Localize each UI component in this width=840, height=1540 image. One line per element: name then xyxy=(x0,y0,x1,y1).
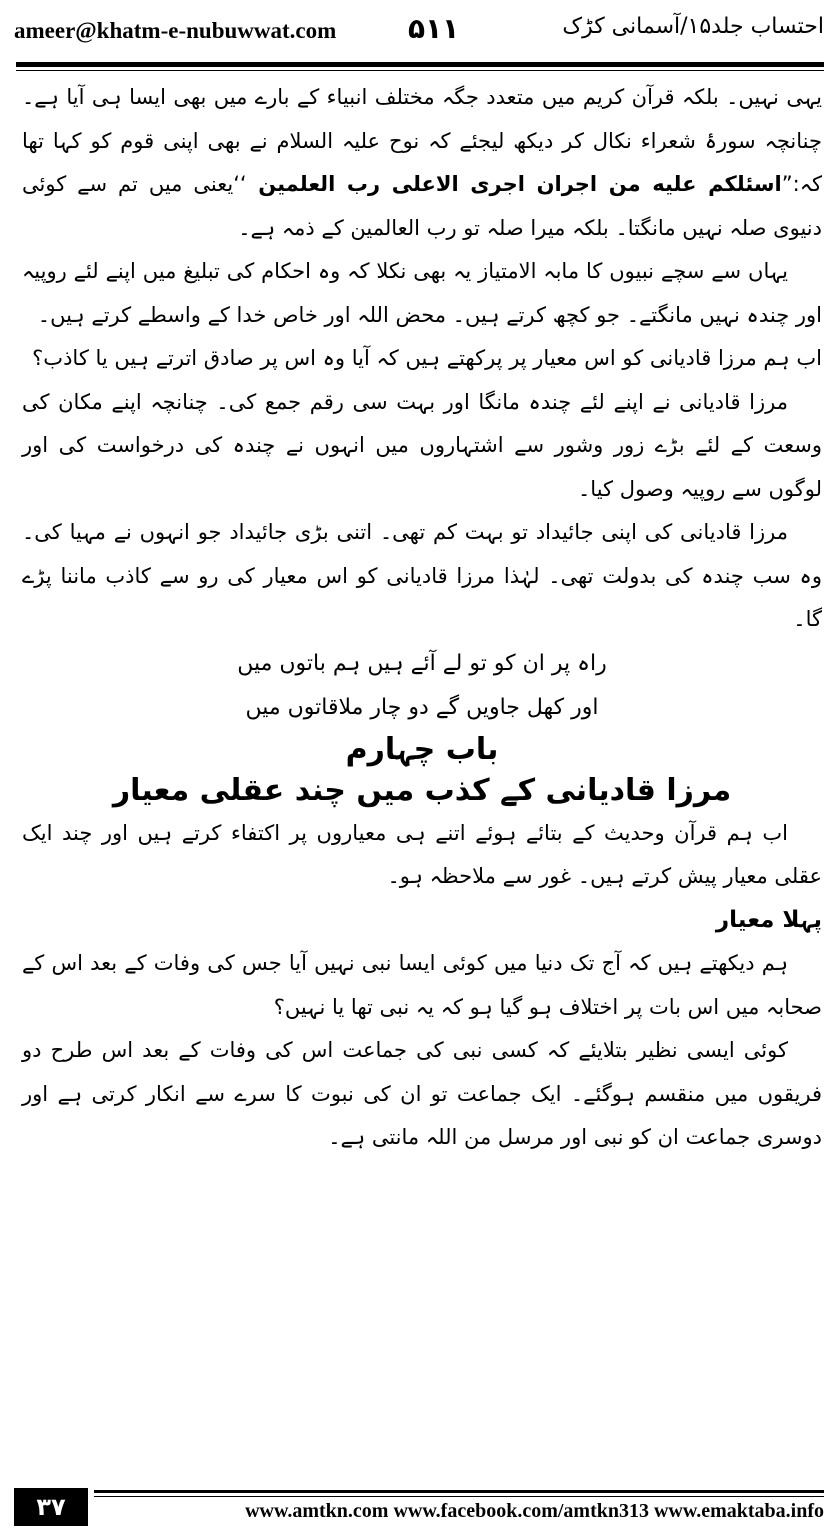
header-email[interactable]: ameer@khatm-e-nubuwwat.com xyxy=(14,18,337,43)
chapter-title: باب چہارم xyxy=(345,731,499,767)
arabic-quote: اسئلکم علیه من اجران اجری الاعلی رب العلمین xyxy=(246,172,782,196)
header-rule xyxy=(16,62,824,71)
verse-line: راہ پر ان کو تو لے آئے ہیں ہم باتوں میں xyxy=(237,650,607,676)
footer-rule xyxy=(94,1490,824,1493)
paragraph xyxy=(22,76,822,250)
page-body xyxy=(22,76,822,1470)
verse-line: اور کھل جاویں گے دو چار ملاقاتوں میں xyxy=(245,694,599,720)
paragraph: کوئی ایسی نظیر بتلایئے کہ کسی نبی کی جماعت اس کی وفات کے بعد اس طرح دو فریقوں میں منقسم ہوگئے۔ ایک جماعت تو ان کی نبوت کا سرے سے انکار کرتی ہے اور دوسری جماعت ان کو نبی اور مرسل من اللہ مانتی ہے۔ xyxy=(22,1038,822,1149)
page-header xyxy=(14,14,824,54)
footer-rule-thin xyxy=(94,1496,824,1497)
chapter-subtitle: مرزا قادیانی کے کذب میں چند عقلی معیار xyxy=(112,772,732,808)
paragraph: ہم دیکھتے ہیں کہ آج تک دنیا میں کوئی ایسا نبی نہیں آیا جس کی وفات کے بعد اس کے صحابہ میں اس بات پر اختلاف ہو گیا ہو کہ یہ نبی تھا یا نہیں؟ xyxy=(22,951,822,1019)
paragraph: اب ہم قرآن وحدیث کے بتائے ہوئے اتنے ہی معیاروں پر اکتفاء کرتے ہیں اور چند ایک عقلی معیار پیش کرتے ہیں۔ غور سے ملاحظہ ہو۔ xyxy=(22,820,822,888)
paragraph: یہاں سے سچے نبیوں کا مابہ الامتیاز یہ بھی نکلا کہ وہ احکام کی تبلیغ میں اپنے لئے روپیہ اور چندہ نہیں مانگتے۔ جو کچھ کرتے ہیں۔ محض اللہ اور خاص خدا کے واسطے کرتے ہیں۔ xyxy=(22,259,822,327)
paragraph: مرزا قادیانی نے اپنے لئے چندہ مانگا اور بہت سی رقم جمع کی۔ چنانچہ اپنے مکان کی وسعت کے لئے بڑے زور وشور سے اشتہاروں میں انہوں نے چندہ کی درخواست کی اور لوگوں سے روپیہ وصول کیا۔ xyxy=(22,389,822,501)
section-heading: پہلا معیار xyxy=(715,906,822,933)
footer-urls[interactable]: www.amtkn.com www.facebook.com/amtkn313 www.emaktaba.info xyxy=(245,1500,824,1522)
paragraph-text: یہی نہیں۔ بلکہ قرآن کریم میں متعدد جگہ مختلف انبیاء کے بارے میں بھی ایسا ہی آیا ہے۔ چنانچہ سورۂ شعراء نکال کر دیکھ لیجئے کہ نوح علیہ السلام نے بھی اپنی قوم کو کہا تھا کہ:” xyxy=(22,85,823,196)
page-footer xyxy=(14,1488,824,1528)
footer-page-label: ۳۷ xyxy=(14,1488,88,1526)
paragraph-text: ‘‘یعنی میں تم سے کوئی دنیوی صلہ نہیں مانگتا۔ بلکہ میرا صلہ تو رب العالمین کے ذمہ ہے۔ xyxy=(22,172,822,240)
paragraph: اب ہم مرزا قادیانی کو اس معیار پر پرکھتے ہیں کہ آیا وہ اس پر صادق اترتے ہیں یا کاذب؟ xyxy=(32,346,822,370)
header-page-number: ۵۱۱ xyxy=(408,12,460,45)
paragraph: مرزا قادیانی کی اپنی جائیداد تو بہت کم تھی۔ اتنی بڑی جائیداد جو انہوں نے مہیا کی۔ وہ سب چندہ کی بدولت تھی۔ لہٰذا مرزا قادیانی کو اس معیار کی رو سے کاذب ماننا پڑے گا۔ xyxy=(22,520,822,631)
header-book-title: احتساب جلد۱۵/آسمانی کڑک xyxy=(562,14,824,39)
